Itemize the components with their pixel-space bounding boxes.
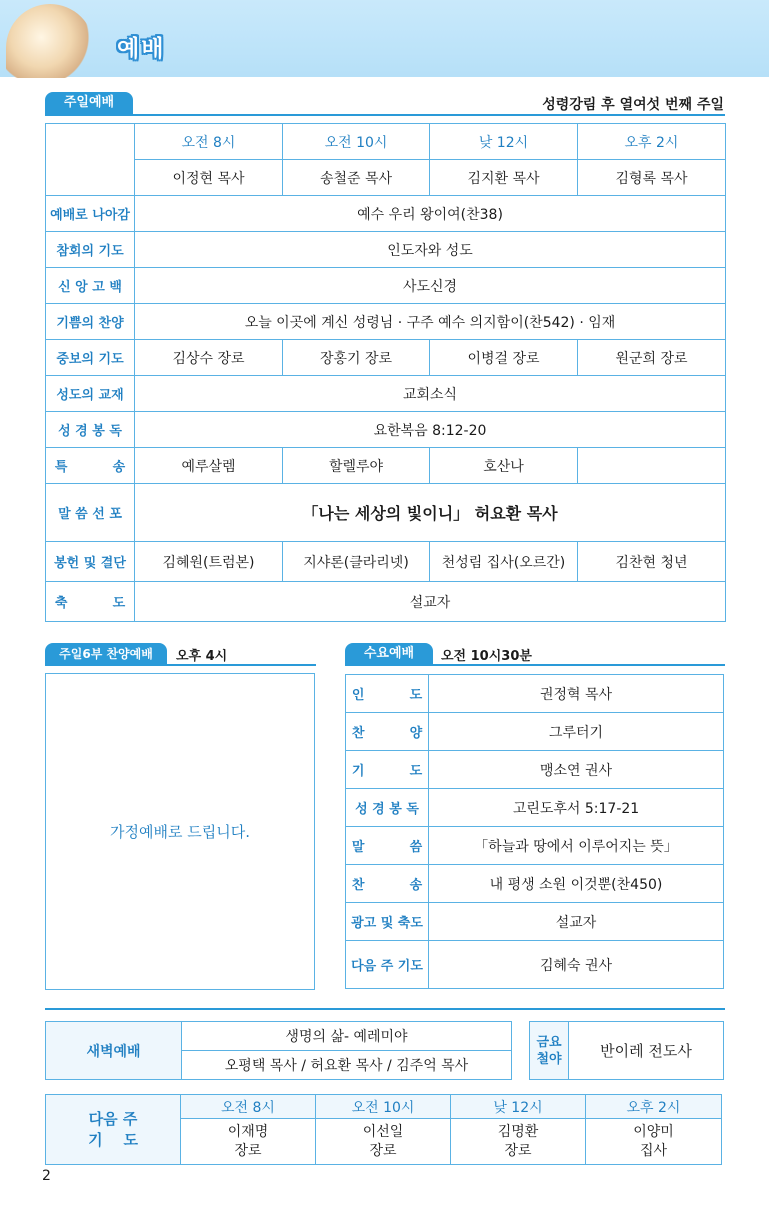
row-value: 「하늘과 땅에서 이루어지는 뜻」	[429, 827, 724, 865]
row-label: 말 씀 선 포	[46, 484, 135, 542]
row-value: 설교자	[429, 903, 724, 941]
row-value: 맹소연 권사	[429, 751, 724, 789]
row-value: 예루살렘	[135, 448, 283, 484]
dawn-worship-label: 새벽예배	[46, 1022, 182, 1080]
prayer-person-cell	[451, 1119, 586, 1165]
friday-vigil-label-line2: 철야	[536, 1051, 562, 1067]
preacher-cell: 송철준 목사	[283, 160, 430, 196]
row-value: 김찬현 청년	[578, 542, 726, 582]
praise-worship-message: 가정예배로 드립니다.	[110, 823, 250, 841]
sunday-worship-tab: 주일예배	[45, 92, 133, 114]
table-row	[346, 789, 724, 827]
row-label: 성 경 봉 독	[46, 412, 135, 448]
row-value: 사도신경	[135, 268, 726, 304]
row-label: 봉헌 및 결단	[46, 542, 135, 582]
row-value: 지샤론(클라리넷)	[283, 542, 430, 582]
wednesday-worship-tab: 수요예배	[345, 643, 433, 665]
row-label: 다음 주 기도	[346, 941, 429, 989]
time-cell: 오후 2시	[578, 124, 726, 160]
praise-worship-box	[45, 673, 315, 990]
time-cell: 오전 10시	[316, 1095, 451, 1119]
row-label: 성 경 봉 독	[346, 789, 429, 827]
row-value: 할렐루야	[283, 448, 430, 484]
table-row	[46, 412, 726, 448]
table-row	[346, 903, 724, 941]
table-row	[46, 196, 726, 232]
row-value: 오늘 이곳에 계신 성령님 · 구주 예수 의지함이(찬542) · 임재	[135, 304, 726, 340]
row-value: 천성림 집사(오르간)	[430, 542, 578, 582]
row-value: 김혜숙 권사	[429, 941, 724, 989]
preacher-cell: 이정현 목사	[135, 160, 283, 196]
row-value: 김혜원(트럼본)	[135, 542, 283, 582]
prayer-name: 이재명	[227, 1123, 269, 1140]
section-rule	[345, 664, 725, 666]
header-banner	[0, 0, 769, 77]
prayer-name: 김명환	[497, 1123, 539, 1140]
row-label: 신 앙 고 백	[46, 268, 135, 304]
next-prayer-label	[46, 1095, 181, 1165]
row-value: 교회소식	[135, 376, 726, 412]
next-prayer-label-line2: 기 도	[88, 1130, 138, 1149]
table-row	[46, 268, 726, 304]
row-label: 성도의 교재	[46, 376, 135, 412]
row-value: 고린도후서 5:17-21	[429, 789, 724, 827]
friday-vigil-preacher: 반이레 전도사	[569, 1022, 724, 1080]
time-cell: 오전 8시	[181, 1095, 316, 1119]
table-row	[46, 1022, 512, 1051]
table-row	[346, 713, 724, 751]
prayer-role: 집사	[639, 1142, 668, 1159]
wednesday-worship-table	[345, 674, 724, 989]
prayer-role: 장로	[234, 1142, 262, 1159]
praise-worship-tab: 주일6부 찬양예배	[45, 643, 167, 665]
liturgical-sunday-note: 성령강림 후 열여섯 번째 주일	[542, 97, 724, 113]
row-label: 기 도	[346, 751, 429, 789]
table-row	[346, 941, 724, 989]
friday-vigil-label	[530, 1022, 569, 1080]
row-value: 내 평생 소원 이것뿐(찬450)	[429, 865, 724, 903]
time-cell: 낮 12시	[451, 1095, 586, 1119]
row-label: 예배로 나아감	[46, 196, 135, 232]
row-label: 중보의 기도	[46, 340, 135, 376]
next-week-prayer-table	[45, 1094, 722, 1165]
prayer-role: 장로	[504, 1142, 532, 1159]
time-cell: 오전 8시	[135, 124, 283, 160]
friday-vigil-label-line1: 금요	[536, 1034, 562, 1050]
time-header-row	[46, 124, 726, 160]
table-row	[346, 865, 724, 903]
row-value: 장홍기 장로	[283, 340, 430, 376]
table-row	[346, 751, 724, 789]
prayer-person-cell	[316, 1119, 451, 1165]
row-label: 찬 송	[346, 865, 429, 903]
row-value: 권정혁 목사	[429, 675, 724, 713]
table-row	[346, 675, 724, 713]
row-value: 이병걸 장로	[430, 340, 578, 376]
section-rule	[45, 114, 725, 116]
dawn-sermon-series: 생명의 삶- 예레미야	[182, 1022, 512, 1051]
table-row	[46, 484, 726, 542]
table-row	[46, 448, 726, 484]
row-value: 인도자와 성도	[135, 232, 726, 268]
sunday-worship-table	[45, 123, 726, 622]
row-label: 인 도	[346, 675, 429, 713]
preacher-cell: 김지환 목사	[430, 160, 578, 196]
table-row	[46, 582, 726, 622]
praise-worship-time: 오후 4시	[176, 649, 228, 664]
row-value: 설교자	[135, 582, 726, 622]
row-value	[578, 448, 726, 484]
row-label: 광고 및 축도	[346, 903, 429, 941]
sermon-title: 「나는 세상의 빛이니」 허요환 목사	[135, 484, 726, 542]
table-row	[46, 340, 726, 376]
table-row	[46, 542, 726, 582]
table-row	[46, 232, 726, 268]
page-title: 예배	[117, 36, 166, 62]
row-value: 김상수 장로	[135, 340, 283, 376]
time-header-row	[46, 1095, 722, 1119]
row-value: 그루터기	[429, 713, 724, 751]
row-value: 원군희 장로	[578, 340, 726, 376]
next-prayer-label-line1: 다음 주	[88, 1109, 138, 1128]
section-divider	[45, 1008, 725, 1010]
row-label: 참회의 기도	[46, 232, 135, 268]
time-cell: 오후 2시	[586, 1095, 722, 1119]
row-value: 호산나	[430, 448, 578, 484]
table-row	[46, 376, 726, 412]
prayer-role: 장로	[369, 1142, 397, 1159]
row-label: 축 도	[46, 582, 135, 622]
prayer-person-cell	[586, 1119, 722, 1165]
wednesday-worship-time: 오전 10시30분	[441, 649, 532, 664]
friday-vigil-table	[529, 1021, 724, 1080]
table-row	[46, 304, 726, 340]
row-label: 찬 양	[346, 713, 429, 751]
table-row	[346, 827, 724, 865]
dawn-worship-table	[45, 1021, 512, 1080]
time-cell: 낮 12시	[430, 124, 578, 160]
row-label: 기쁨의 찬양	[46, 304, 135, 340]
prayer-person-cell	[181, 1119, 316, 1165]
preacher-cell: 김형록 목사	[578, 160, 726, 196]
row-value: 요한복음 8:12-20	[135, 412, 726, 448]
time-cell: 오전 10시	[283, 124, 430, 160]
section-rule	[45, 664, 316, 666]
row-label: 말 씀	[346, 827, 429, 865]
table-row	[530, 1022, 724, 1080]
empty-corner-cell	[46, 124, 135, 196]
row-label: 특 송	[46, 448, 135, 484]
page-number: 2	[42, 1168, 51, 1184]
dawn-preachers: 오평택 목사 / 허요환 목사 / 김주억 목사	[182, 1051, 512, 1080]
prayer-name: 이선일	[362, 1123, 404, 1140]
prayer-name: 이양미	[633, 1123, 674, 1140]
preacher-row	[46, 160, 726, 196]
row-value: 예수 우리 왕이여(찬38)	[135, 196, 726, 232]
